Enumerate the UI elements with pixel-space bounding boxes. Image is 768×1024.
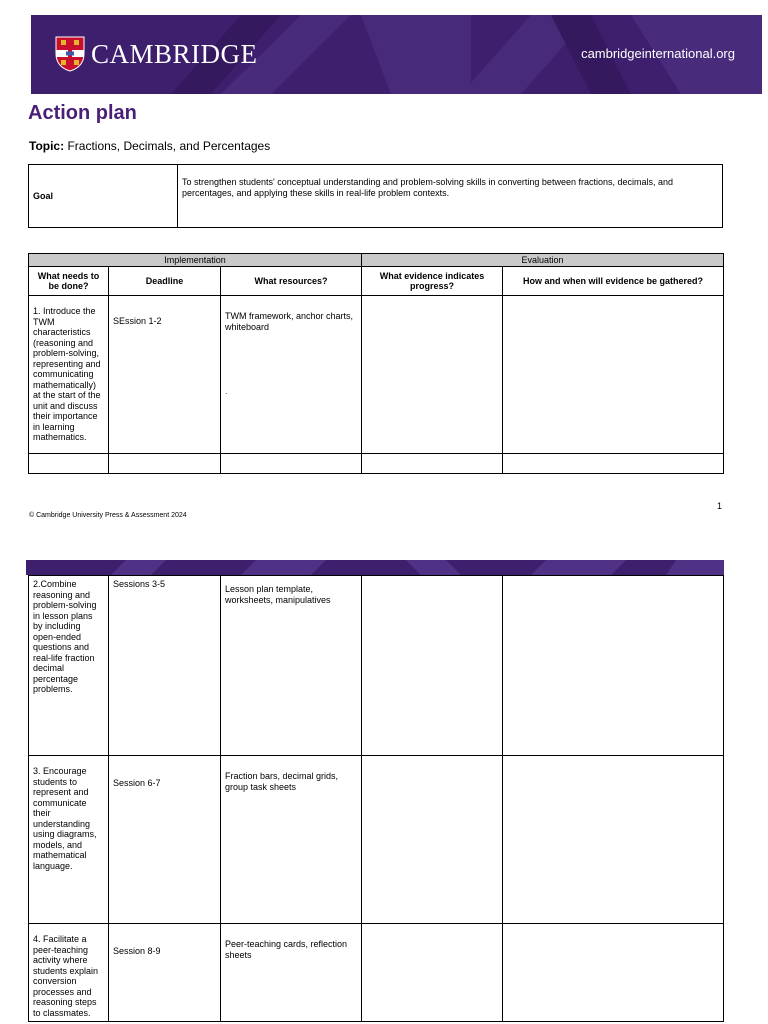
evidence-cell bbox=[362, 924, 503, 1022]
deadline-cell: Sessions 3-5 bbox=[109, 576, 221, 756]
how-when-cell bbox=[503, 576, 724, 756]
band-decoration bbox=[26, 560, 724, 575]
topic-value: Fractions, Decimals, and Percentages bbox=[67, 139, 271, 153]
website-url[interactable]: cambridgeinternational.org bbox=[581, 46, 735, 61]
page-title: Action plan bbox=[28, 102, 137, 124]
action-plan-table bbox=[28, 253, 724, 474]
table-row bbox=[29, 296, 724, 454]
goal-label: Goal bbox=[29, 165, 178, 228]
evidence-cell bbox=[362, 296, 503, 454]
task-cell: 4. Facilitate a peer-teaching activity where students explain conversion processes and reasoning steps to classmates. bbox=[29, 924, 109, 1022]
header-banner bbox=[31, 15, 762, 94]
how-when-cell bbox=[503, 756, 724, 924]
action-plan-table-continued bbox=[28, 575, 724, 1022]
column-header-resources: What resources? bbox=[221, 267, 362, 296]
table-row-empty bbox=[29, 454, 724, 474]
resources-cell: Peer-teaching cards, reflection sheets bbox=[221, 924, 362, 1022]
copyright-footer: © Cambridge University Press & Assessment 2024 bbox=[29, 512, 187, 519]
table-row bbox=[29, 756, 724, 924]
how-when-cell bbox=[503, 924, 724, 1022]
resources-extra: . bbox=[225, 386, 228, 397]
empty-cell bbox=[109, 454, 221, 474]
page-number: 1 bbox=[717, 501, 723, 511]
task-cell: 1. Introduce the TWM characteristics (reasoning and problem-solving, representing and communicating mathematically) at the start of the unit and discuss their importance in learning mathematics. bbox=[29, 296, 109, 454]
goal-table bbox=[28, 164, 723, 228]
column-header-how-when: How and when will evidence be gathered? bbox=[503, 267, 724, 296]
resources-text: TWM framework, anchor charts, whiteboard bbox=[225, 311, 354, 332]
table-row bbox=[29, 924, 724, 1022]
column-header-deadline: Deadline bbox=[109, 267, 221, 296]
resources-cell: Lesson plan template, worksheets, manipulatives bbox=[221, 576, 362, 756]
evidence-cell bbox=[362, 756, 503, 924]
deadline-cell: Session 8-9 bbox=[109, 924, 221, 1022]
goal-text: To strengthen students' conceptual understanding and problem-solving skills in converting between fractions, decimals, and percentages, and applying these skills in real-life problem contexts. bbox=[178, 165, 723, 228]
resources-cell: Fraction bars, decimal grids, group task sheets bbox=[221, 756, 362, 924]
evidence-cell bbox=[362, 576, 503, 756]
empty-cell bbox=[503, 454, 724, 474]
deadline-cell: SEssion 1-2 bbox=[109, 296, 221, 454]
cambridge-shield-logo bbox=[55, 36, 85, 72]
how-when-cell bbox=[503, 296, 724, 454]
task-cell: 2.Combine reasoning and problem-solving in lesson plans by including open-ended questions and real-life fraction decimal percentage problems. bbox=[29, 576, 109, 756]
column-header-evidence: What evidence indicates progress? bbox=[362, 267, 503, 296]
group-header-implementation: Implementation bbox=[29, 254, 362, 267]
brand-name: CAMBRIDGE bbox=[91, 38, 258, 69]
topic-line bbox=[29, 139, 270, 153]
empty-cell bbox=[221, 454, 362, 474]
table-row bbox=[29, 576, 724, 756]
group-header-evaluation: Evaluation bbox=[362, 254, 724, 267]
topic-label: Topic: bbox=[29, 139, 65, 153]
empty-cell bbox=[362, 454, 503, 474]
task-cell: 3. Encourage students to represent and communicate their understanding using diagrams, models, and mathematical language. bbox=[29, 756, 109, 924]
deadline-cell: Session 6-7 bbox=[109, 756, 221, 924]
resources-cell bbox=[221, 296, 362, 454]
cambridge-logo bbox=[55, 36, 258, 72]
empty-cell bbox=[29, 454, 109, 474]
column-header-task: What needs to be done? bbox=[29, 267, 109, 296]
page-two-header-band bbox=[26, 560, 724, 575]
